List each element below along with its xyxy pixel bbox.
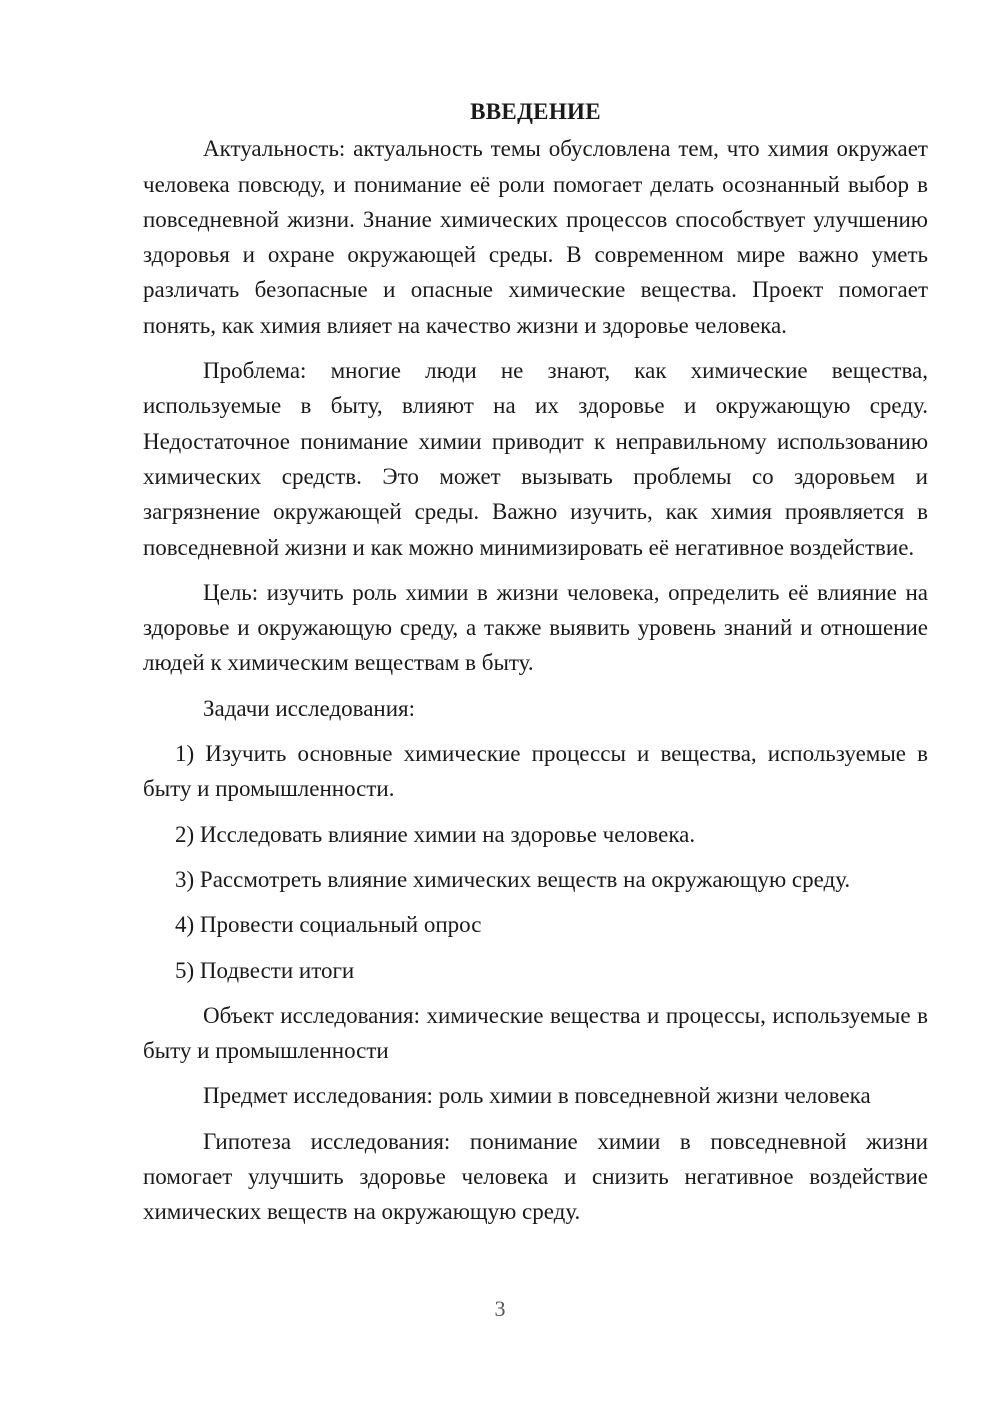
- relevance-paragraph: Актуальность: актуальность темы обусловлена тем, что химия окружает человека повсюду, и понимание её роли помогает делать осознанный выбор в повседневной жизни. Знание химических процессов способствует улучшению здоровья и охране окружающей среды. В современном мире важно уметь различать безопасные и опасные химические вещества. Проект помогает понять, как химия влияет на качество жизни и здоровье человека.: [143, 136, 928, 338]
- task-item-1: 1) Изучить основные химические процессы и вещества, используемые в быту и промышленности.: [143, 741, 928, 802]
- tasks-heading: Задачи исследования:: [203, 695, 416, 721]
- page-number: 3: [494, 1296, 506, 1321]
- section-title: ВВЕДЕНИЕ: [470, 99, 601, 124]
- task-item-5: 5) Подвести итоги: [175, 957, 355, 983]
- goal-paragraph: Цель: изучить роль химии в жизни человека, определить её влияние на здоровье и окружающую среду, а также выявить уровень знаний и отношение людей к химическим веществам в быту.: [143, 579, 928, 676]
- object-paragraph: Объект исследования: химические вещества и процессы, используемые в быту и промышленности: [143, 1002, 928, 1064]
- subject-paragraph: Предмет исследования: роль химии в повседневной жизни человека: [203, 1083, 871, 1109]
- task-item-4: 4) Провести социальный опрос: [175, 912, 482, 938]
- task-item-3: 3) Рассмотреть влияние химических веществ на окружающую среду.: [175, 866, 851, 892]
- hypothesis-paragraph: Гипотеза исследования: понимание химии в повседневной жизни помогает улучшить здоровье человека и снизить негативное воздействие химических веществ на окружающую среду.: [143, 1128, 928, 1225]
- problem-paragraph: Проблема: многие люди не знают, как химические вещества, используемые в быту, влияют на их здоровье и окружающую среду. Недостаточное понимание химии приводит к неправильному использованию химических средств. Это может вызывать проблемы со здоровьем и загрязнение окружающей среды. Важно изучить, как химия проявляется в повседневной жизни и как можно минимизировать её негативное воздействие.: [143, 358, 928, 560]
- page-content: [143, 94, 928, 1240]
- task-item-2: 2) Исследовать влияние химии на здоровье человека.: [175, 821, 696, 847]
